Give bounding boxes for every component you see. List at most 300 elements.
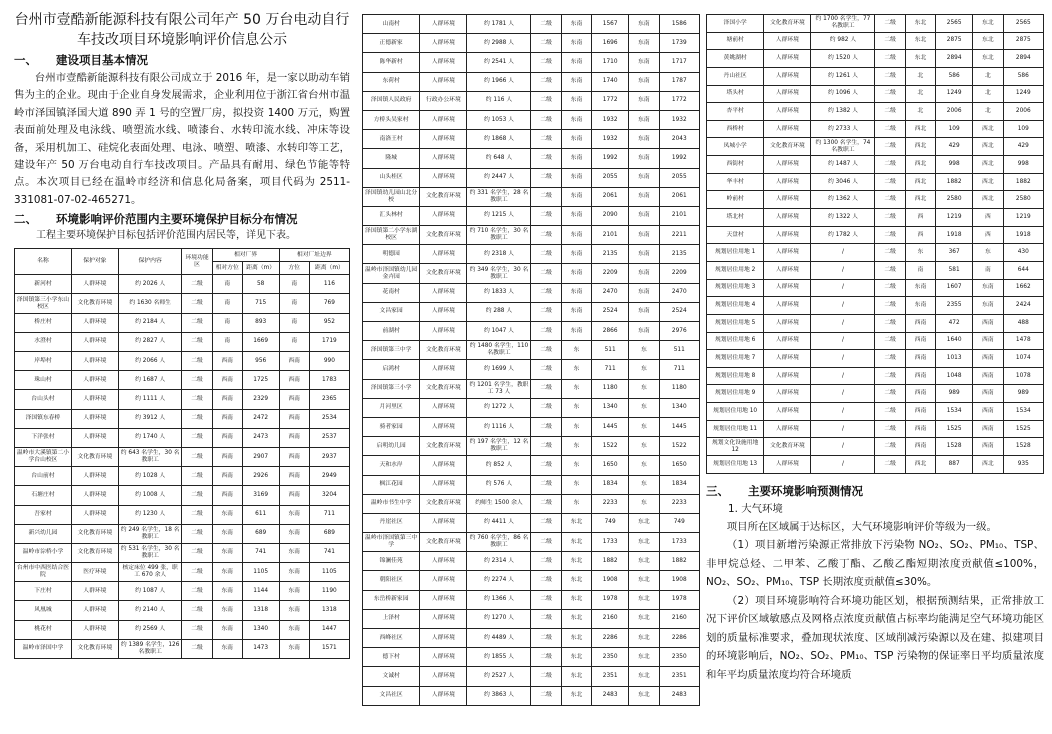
cell-direction-2: 东南 <box>279 639 309 658</box>
cell-zone: 二级 <box>531 437 561 456</box>
cell-name: 温岭市淙桥小学 <box>15 543 72 562</box>
cell-object: 人群环境 <box>764 50 811 68</box>
cell-direction-2: 西南 <box>279 428 309 447</box>
cell-zone: 二级 <box>531 571 561 590</box>
cell-name: 隆城 <box>363 149 420 168</box>
cell-direction: 东南 <box>561 149 591 168</box>
cell-distance: 1733 <box>592 533 629 552</box>
cell-direction: 东南 <box>212 601 242 620</box>
cell-distance-2: 935 <box>1003 456 1043 474</box>
table-body-c <box>707 15 1044 474</box>
table-row <box>363 206 700 225</box>
cell-name: 风凰城 <box>15 601 72 620</box>
table-row <box>707 261 1044 279</box>
cell-distance-2: 769 <box>309 294 349 313</box>
cell-direction: 西北 <box>905 156 935 174</box>
cell-content: / <box>811 456 875 474</box>
cell-direction: 北 <box>905 67 935 85</box>
cell-direction-2: 东北 <box>629 552 659 571</box>
cell-distance: 511 <box>592 341 629 360</box>
cell-name: 规划居住用地 2 <box>707 261 764 279</box>
table-row <box>15 294 350 313</box>
cell-content: 约 3863 人 <box>467 686 531 705</box>
cell-distance: 611 <box>242 505 279 524</box>
cell-distance: 2350 <box>592 648 629 667</box>
cell-content: 约 852 人 <box>467 456 531 475</box>
cell-content: 约 197 名学生，12 名教职工 <box>467 437 531 456</box>
cell-distance: 58 <box>242 275 279 294</box>
cell-object: 人群环境 <box>420 398 467 417</box>
table-row <box>707 209 1044 227</box>
cell-content: 约 2318 人 <box>467 245 531 264</box>
cell-direction: 西南 <box>905 403 935 421</box>
cell-distance: 689 <box>242 524 279 543</box>
cell-content: 约 1687 人 <box>118 371 182 390</box>
cell-name: 规划居住用地 7 <box>707 350 764 368</box>
table-row <box>363 686 700 705</box>
cell-distance: 2209 <box>592 264 629 283</box>
cell-object: 人群环境 <box>764 350 811 368</box>
cell-direction-2: 东南 <box>629 322 659 341</box>
cell-content: / <box>811 314 875 332</box>
page-column-right <box>706 0 1044 734</box>
cell-distance: 893 <box>242 313 279 332</box>
cell-name: 杏平村 <box>707 103 764 121</box>
cell-object: 人群环境 <box>420 34 467 53</box>
cell-direction: 东 <box>561 494 591 513</box>
cell-direction: 西北 <box>905 191 935 209</box>
cell-name: 锦澜佳苑 <box>363 552 420 571</box>
cell-distance-2: 990 <box>309 352 349 371</box>
cell-direction: 东 <box>561 475 591 494</box>
cell-distance-2: 1478 <box>1003 332 1043 350</box>
cell-object: 医疗环境 <box>71 563 118 582</box>
cell-direction-2: 西北 <box>973 156 1003 174</box>
cell-distance-2: 1662 <box>1003 279 1043 297</box>
cell-direction-2: 东 <box>629 398 659 417</box>
cell-distance: 989 <box>936 385 973 403</box>
cell-direction: 东 <box>561 437 591 456</box>
cell-name: 启鸿村 <box>363 360 420 379</box>
cell-distance: 1978 <box>592 590 629 609</box>
cell-direction: 西南 <box>905 350 935 368</box>
cell-object: 人群环境 <box>764 456 811 474</box>
cell-object: 人群环境 <box>71 486 118 505</box>
cell-direction: 东南 <box>561 15 591 34</box>
table-row <box>15 447 350 466</box>
cell-direction: 西北 <box>905 456 935 474</box>
cell-distance: 2355 <box>936 297 973 315</box>
cell-distance-2: 1918 <box>1003 226 1043 244</box>
cell-distance: 1932 <box>592 110 629 129</box>
cell-distance-2: 1105 <box>309 563 349 582</box>
cell-name: 汇头林村 <box>363 206 420 225</box>
cell-content: 核定床位 499 张，职工 670 余人 <box>118 563 182 582</box>
cell-distance-2: 2534 <box>309 409 349 428</box>
cell-name: 黄姚湖村 <box>707 50 764 68</box>
cell-distance: 1740 <box>592 72 629 91</box>
cell-direction: 东南 <box>561 130 591 149</box>
cell-direction: 西南 <box>212 390 242 409</box>
cell-direction-2: 东南 <box>629 15 659 34</box>
cell-zone: 二级 <box>531 513 561 532</box>
cell-name: 花南村 <box>363 283 420 302</box>
cell-direction: 东南 <box>212 505 242 524</box>
table-row <box>15 582 350 601</box>
cell-zone: 二级 <box>875 261 905 279</box>
cell-direction-2: 西南 <box>973 367 1003 385</box>
table-row <box>363 91 700 110</box>
cell-content: 约 1261 人 <box>811 67 875 85</box>
cell-distance: 1918 <box>936 226 973 244</box>
cell-content: 约 760 名学生，86 名教职工 <box>467 533 531 552</box>
cell-distance: 1473 <box>242 639 279 658</box>
cell-content: 约 2527 人 <box>467 667 531 686</box>
cell-object: 文化教育环境 <box>764 438 811 456</box>
table-row <box>363 110 700 129</box>
cell-direction: 东 <box>561 456 591 475</box>
cell-zone: 二级 <box>875 403 905 421</box>
cell-object: 文化教育环境 <box>71 543 118 562</box>
cell-direction-2: 西南 <box>973 332 1003 350</box>
document-title: 台州市壹酷新能源科技有限公司年产 50 万台电动自行车技改项目环境影响评价信息公示 <box>14 12 350 48</box>
table-row <box>363 533 700 552</box>
cell-object: 人群环境 <box>420 245 467 264</box>
cell-distance-2: 2365 <box>309 390 349 409</box>
cell-direction-2: 东南 <box>629 245 659 264</box>
cell-distance-2: 2286 <box>659 629 699 648</box>
cell-content: 约 1116 人 <box>467 417 531 436</box>
cell-name: 规划居住用地 10 <box>707 403 764 421</box>
table-row <box>15 543 350 562</box>
cell-content: 约 3912 人 <box>118 409 182 428</box>
cell-content: 约 1047 人 <box>467 322 531 341</box>
cell-distance-2: 2233 <box>659 494 699 513</box>
cell-content: 约 1630 名师生 <box>118 294 182 313</box>
cell-zone: 二级 <box>531 283 561 302</box>
cell-distance: 741 <box>242 543 279 562</box>
cell-direction-2: 东 <box>629 494 659 513</box>
cell-direction: 东南 <box>212 620 242 639</box>
cell-content: 约 1700 名学生，77 名教职工 <box>811 15 875 33</box>
section-3-paragraph-2: （1）项目新增污染源正常排放下污染物 NO₂、SO₂、PM₁₀、TSP、非甲烷总烃、二甲苯、乙酸丁酯、乙酸乙酯短期浓度贡献值≤100%，NO₂、SO₂、PM₁₀、TSP 长期浓度贡献值≤30%。 <box>706 539 1044 589</box>
cell-name: 骑者家园 <box>363 417 420 436</box>
cell-direction-2: 东南 <box>279 524 309 543</box>
cell-distance-2: 3204 <box>309 486 349 505</box>
cell-object: 人群环境 <box>420 360 467 379</box>
cell-direction: 西南 <box>905 438 935 456</box>
cell-object: 文化教育环境 <box>420 379 467 398</box>
cell-zone: 二级 <box>875 156 905 174</box>
cell-distance-2: 1882 <box>659 552 699 571</box>
cell-name: 岭前村 <box>707 191 764 209</box>
cell-distance-2: 2209 <box>659 264 699 283</box>
cell-direction-2: 西南 <box>279 371 309 390</box>
cell-name: 东岳桥新家园 <box>363 590 420 609</box>
cell-content: 约 1111 人 <box>118 390 182 409</box>
cell-object: 文化教育环境 <box>420 341 467 360</box>
cell-direction: 西南 <box>905 367 935 385</box>
cell-content: 约 1201 名学生，教职工 73 人 <box>467 379 531 398</box>
cell-zone: 二级 <box>531 341 561 360</box>
cell-zone: 二级 <box>531 226 561 245</box>
cell-content: / <box>811 279 875 297</box>
cell-direction: 东北 <box>561 686 591 705</box>
cell-direction: 东南 <box>561 110 591 129</box>
table-row <box>707 156 1044 174</box>
cell-name: 规划居住用地 8 <box>707 367 764 385</box>
section-2-note: 工程主要环境保护目标包括评价范围内居民等，详见下表。 <box>36 230 296 242</box>
cell-content: 约 4489 人 <box>467 629 531 648</box>
cell-distance: 1105 <box>242 563 279 582</box>
cell-distance: 2055 <box>592 168 629 187</box>
cell-object: 人群环境 <box>420 110 467 129</box>
cell-zone: 二级 <box>875 173 905 191</box>
cell-distance: 1567 <box>592 15 629 34</box>
cell-content: / <box>811 297 875 315</box>
cell-name: 温岭市大溪镇第二小学台山校区 <box>15 447 72 466</box>
table-row <box>363 379 700 398</box>
cell-name: 朝阳社区 <box>363 571 420 590</box>
section-3-title: 主要环境影响预测情况 <box>748 483 863 498</box>
cell-direction: 东南 <box>561 168 591 187</box>
cell-distance: 1710 <box>592 53 629 72</box>
cell-distance: 2160 <box>592 609 629 628</box>
cell-distance-2: 741 <box>309 543 349 562</box>
cell-distance-2: 1733 <box>659 533 699 552</box>
cell-distance-2: 1528 <box>1003 438 1043 456</box>
cell-object: 文化教育环境 <box>71 639 118 658</box>
cell-content: 约 1855 人 <box>467 648 531 667</box>
cell-object: 人群环境 <box>420 686 467 705</box>
cell-direction: 西南 <box>905 420 935 438</box>
cell-object: 人群环境 <box>420 72 467 91</box>
cell-distance-2: 1717 <box>659 53 699 72</box>
table-row <box>707 367 1044 385</box>
cell-zone: 二级 <box>875 350 905 368</box>
cell-distance: 1772 <box>592 91 629 110</box>
table-row <box>15 332 350 351</box>
cell-object: 人群环境 <box>764 85 811 103</box>
cell-content: / <box>811 385 875 403</box>
cell-zone: 二级 <box>182 582 212 601</box>
table-row <box>15 563 350 582</box>
cell-direction-2: 东南 <box>629 302 659 321</box>
cell-content: 约 1699 人 <box>467 360 531 379</box>
cell-distance: 887 <box>936 456 973 474</box>
cell-object: 人群环境 <box>764 67 811 85</box>
cell-name: 下庄村 <box>15 582 72 601</box>
cell-object: 人群环境 <box>71 620 118 639</box>
cell-zone: 二级 <box>182 486 212 505</box>
cell-content: 约 1480 名学生，110 名教职工 <box>467 341 531 360</box>
cell-content: / <box>811 332 875 350</box>
cell-distance-2: 1882 <box>1003 173 1043 191</box>
cell-zone: 二级 <box>531 667 561 686</box>
cell-distance: 1340 <box>592 398 629 417</box>
cell-content: 约 1966 人 <box>467 72 531 91</box>
cell-direction-2: 西北 <box>973 456 1003 474</box>
cell-name: 规划居住用地 4 <box>707 297 764 315</box>
section-3-subheading: 1. 大气环境 <box>728 502 783 515</box>
cell-zone: 二级 <box>875 50 905 68</box>
cell-object: 人群环境 <box>764 173 811 191</box>
cell-name: 凤城小学 <box>707 138 764 156</box>
cell-content: 约 2988 人 <box>467 34 531 53</box>
table-row <box>707 67 1044 85</box>
cell-distance: 1048 <box>936 367 973 385</box>
cell-distance-2: 711 <box>309 505 349 524</box>
cell-content: 约 2140 人 <box>118 601 182 620</box>
cell-content: 约 1389 名学生，126 名教职工 <box>118 639 182 658</box>
cell-object: 人群环境 <box>420 475 467 494</box>
cell-distance-2: 644 <box>1003 261 1043 279</box>
cell-distance: 1219 <box>936 209 973 227</box>
cell-zone: 二级 <box>182 467 212 486</box>
header-plant: 相对厂界 <box>212 249 279 262</box>
cell-direction-2: 东 <box>629 437 659 456</box>
cell-object: 人群环境 <box>71 332 118 351</box>
cell-zone: 二级 <box>531 91 561 110</box>
cell-content: 约 1487 人 <box>811 156 875 174</box>
cell-object: 人群环境 <box>764 279 811 297</box>
protection-targets-table-part-1 <box>14 248 350 659</box>
cell-zone: 二级 <box>531 110 561 129</box>
cell-distance-2: 1249 <box>1003 85 1043 103</box>
cell-distance: 2926 <box>242 467 279 486</box>
cell-distance-2: 2351 <box>659 667 699 686</box>
table-row <box>363 72 700 91</box>
cell-direction: 南 <box>212 275 242 294</box>
cell-distance: 1013 <box>936 350 973 368</box>
cell-distance: 2135 <box>592 245 629 264</box>
cell-object: 人群环境 <box>71 601 118 620</box>
cell-object: 人群环境 <box>71 505 118 524</box>
cell-zone: 二级 <box>875 191 905 209</box>
cell-direction: 东北 <box>561 552 591 571</box>
cell-direction-2: 东 <box>629 379 659 398</box>
cell-content: 约 982 人 <box>811 32 875 50</box>
cell-direction-2: 西南 <box>973 403 1003 421</box>
table-row <box>15 275 350 294</box>
cell-distance-2: 1340 <box>659 398 699 417</box>
cell-direction: 东南 <box>561 91 591 110</box>
cell-direction: 东南 <box>561 322 591 341</box>
cell-distance-2: 998 <box>1003 156 1043 174</box>
cell-content: 约 1362 人 <box>811 191 875 209</box>
cell-direction-2: 东北 <box>973 32 1003 50</box>
cell-direction: 东南 <box>212 563 242 582</box>
cell-object: 人群环境 <box>71 352 118 371</box>
cell-direction-2: 东南 <box>279 620 309 639</box>
cell-distance: 2866 <box>592 322 629 341</box>
cell-direction-2: 西 <box>973 209 1003 227</box>
cell-zone: 二级 <box>531 72 561 91</box>
cell-distance: 2233 <box>592 494 629 513</box>
cell-distance-2: 1318 <box>309 601 349 620</box>
cell-object: 人群环境 <box>420 206 467 225</box>
cell-direction: 北 <box>905 103 935 121</box>
cell-content: 约 1028 人 <box>118 467 182 486</box>
cell-distance-2: 2894 <box>1003 50 1043 68</box>
cell-distance-2: 1650 <box>659 456 699 475</box>
cell-zone: 二级 <box>182 294 212 313</box>
cell-content: 约 2827 人 <box>118 332 182 351</box>
cell-direction-2: 东北 <box>629 609 659 628</box>
cell-direction-2: 东南 <box>629 34 659 53</box>
cell-direction: 西南 <box>212 428 242 447</box>
cell-object: 文化教育环境 <box>420 533 467 552</box>
cell-direction-2: 东北 <box>629 513 659 532</box>
cell-direction: 东南 <box>561 206 591 225</box>
cell-object: 人群环境 <box>764 103 811 121</box>
cell-distance: 2472 <box>242 409 279 428</box>
cell-object: 人群环境 <box>420 590 467 609</box>
cell-name: 规划居住用地 13 <box>707 456 764 474</box>
cell-content: 约 1833 人 <box>467 283 531 302</box>
table-row <box>363 552 700 571</box>
cell-name: 塘前村 <box>707 32 764 50</box>
cell-content: / <box>811 438 875 456</box>
cell-distance-2: 1522 <box>659 437 699 456</box>
cell-name: 岸埠村 <box>15 352 72 371</box>
cell-direction: 南 <box>212 313 242 332</box>
cell-object: 人群环境 <box>71 428 118 447</box>
cell-direction-2: 东北 <box>973 15 1003 33</box>
cell-name: 新河村 <box>15 275 72 294</box>
cell-distance: 1669 <box>242 332 279 351</box>
cell-content: 约 2733 人 <box>811 120 875 138</box>
cell-distance: 715 <box>242 294 279 313</box>
cell-content: 约 1520 人 <box>811 50 875 68</box>
cell-zone: 二级 <box>531 130 561 149</box>
header-distance: 距离（m） <box>242 262 279 275</box>
table-row <box>15 313 350 332</box>
cell-object: 人群环境 <box>764 297 811 315</box>
cell-content: 约 710 名学生，30 名教职工 <box>467 226 531 245</box>
cell-object: 行政办公环境 <box>420 91 467 110</box>
cell-direction: 西 <box>905 209 935 227</box>
cell-content: 约 576 人 <box>467 475 531 494</box>
cell-distance-2: 1445 <box>659 417 699 436</box>
cell-name: 规划居住用地 9 <box>707 385 764 403</box>
cell-distance-2: 2350 <box>659 648 699 667</box>
cell-zone: 二级 <box>182 275 212 294</box>
cell-name: 规划居住用地 6 <box>707 332 764 350</box>
cell-distance: 1522 <box>592 437 629 456</box>
cell-zone: 二级 <box>531 494 561 513</box>
cell-name: 泽国镇东春桥 <box>15 409 72 428</box>
cell-distance: 1607 <box>936 279 973 297</box>
cell-zone: 二级 <box>182 543 212 562</box>
cell-distance-2: 2043 <box>659 130 699 149</box>
cell-direction-2: 东南 <box>973 297 1003 315</box>
header-direction-2: 方位 <box>279 262 309 275</box>
cell-zone: 二级 <box>182 563 212 582</box>
cell-content: 约 1272 人 <box>467 398 531 417</box>
cell-direction-2: 东南 <box>279 563 309 582</box>
cell-content: 约 1382 人 <box>811 103 875 121</box>
table-row <box>707 385 1044 403</box>
cell-distance: 2483 <box>592 686 629 705</box>
cell-direction-2: 东南 <box>629 130 659 149</box>
cell-object: 人群环境 <box>71 313 118 332</box>
cell-zone: 二级 <box>531 379 561 398</box>
table-row <box>707 279 1044 297</box>
cell-distance: 1834 <box>592 475 629 494</box>
table-row <box>363 53 700 72</box>
table-row <box>363 245 700 264</box>
